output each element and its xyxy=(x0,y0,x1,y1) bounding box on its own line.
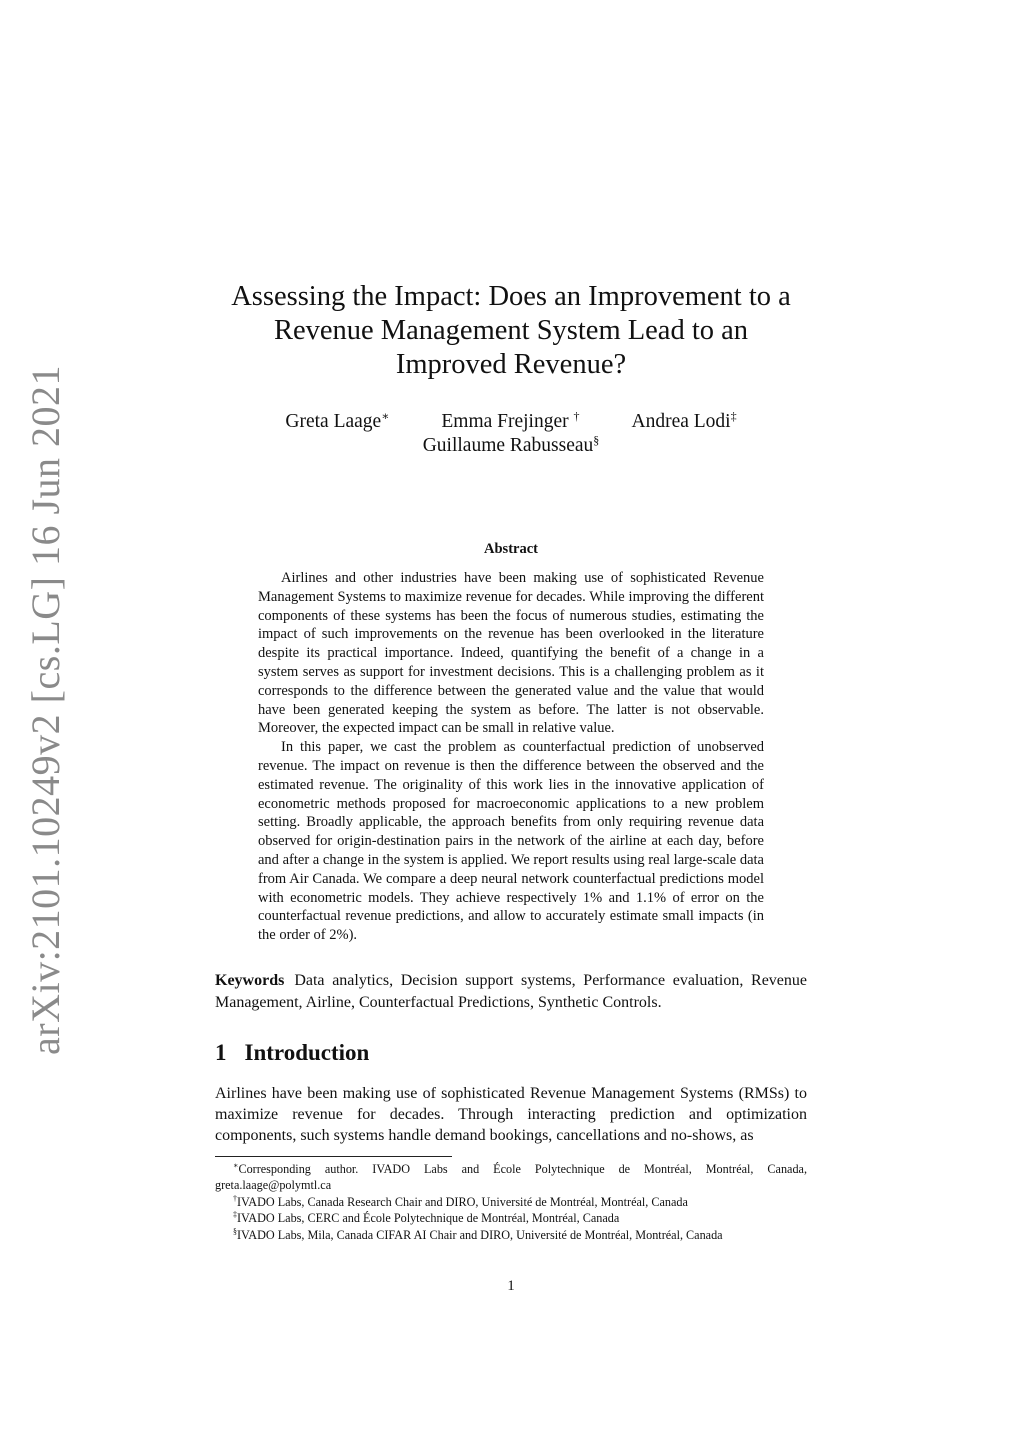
abstract-heading: Abstract xyxy=(484,541,538,557)
title-line-3: Improved Revenue? xyxy=(395,349,627,380)
keywords xyxy=(215,970,807,1014)
author-list xyxy=(215,410,807,458)
abstract-paragraph: In this paper, we cast the problem as counterfactual prediction of unobserved revenue. The impact on revenue is then the difference between the observed and the estimated revenue. The originality of this work lies in the innovative application of econometric methods proposed for macroeconomic applications to a new problem setting. Broadly applicable, the approach benefits from only requiring revenue data observed for origin-destination pairs in the network of the airline at each day, before and after a change in the system is applied. We report results using real large-scale data from Air Canada. We compare a deep neural network counterfactual predictions model with econometric models. They achieve respectively 1% and 1.1% of error on the counterfactual revenue predictions, and allow to accurately estimate small impacts (in the order of 2%). xyxy=(258,739,764,944)
author-guillaume-rabusseau: Guillaume Rabusseau§ xyxy=(422,433,600,456)
footnote: §IVADO Labs, Mila, Canada CIFAR AI Chair and DIRO, Université de Montréal, Montréal, Canada xyxy=(233,1226,723,1242)
author-mark: § xyxy=(593,433,600,447)
author-andrea-lodi: Andrea Lodi‡ xyxy=(631,409,737,432)
abstract-paragraph: Airlines and other industries have been making use of sophisticated Revenue Management Systems to maximize revenue for decades. While improving the different components of these systems has been the focus of numerous studies, estimating the impact of such improvements on the revenue has been overlooked in the literature despite its practical importance. Indeed, quantifying the benefit of a change in a system serves as support for investment decisions. This is a challenging problem as it corresponds to the difference between the generated value and the value that would have been generated keeping the system as before. The latter is not observable. Moreover, the expected impact can be small in relative value. xyxy=(258,570,764,737)
page-number: 1 xyxy=(507,1278,515,1294)
footnote: ∗Corresponding author. IVADO Labs and École Polytechnique de Montréal, Montréal, Canada, greta.laage@polymtl.ca xyxy=(215,1161,807,1193)
section-heading xyxy=(215,1040,369,1066)
section-title: Introduction xyxy=(244,1040,370,1065)
keywords-text: Data analytics, Decision support systems, Performance evaluation, Revenue Management, Airline, Counterfactual Predictions, Synthetic Controls. xyxy=(215,972,807,1011)
keywords-label: Keywords xyxy=(215,972,285,989)
author-greta-laage: Greta Laage∗ xyxy=(285,409,390,432)
author-mark: † xyxy=(573,409,580,423)
author-mark: ∗ xyxy=(381,409,390,423)
title-line-2: Revenue Management System Lead to an xyxy=(273,315,749,346)
arxiv-identifier-stamp: arXiv:2101.10249v2 [cs.LG] 16 Jun 2021 xyxy=(23,364,68,1055)
footnote: †IVADO Labs, Canada Research Chair and DIRO, Université de Montréal, Montréal, Canada xyxy=(233,1193,688,1209)
author-emma-frejinger: Emma Frejinger † xyxy=(441,409,580,432)
abstract-body xyxy=(258,569,764,945)
footnote: ‡IVADO Labs, CERC and École Polytechnique de Montréal, Montréal, Canada xyxy=(233,1210,620,1226)
section-number: 1 xyxy=(215,1040,227,1065)
footnotes xyxy=(215,1161,807,1243)
introduction-body xyxy=(215,1083,807,1146)
footnote-rule xyxy=(215,1156,452,1157)
title-line-1: Assessing the Impact: Does an Improvement to a xyxy=(231,281,791,312)
paper-title xyxy=(215,280,807,382)
introduction-paragraph: Airlines have been making use of sophisticated Revenue Management Systems (RMSs) to maximize revenue for decades. Through interacting prediction and optimization components, such systems handle demand bookings, cancellations and no-shows, as xyxy=(215,1085,807,1144)
author-mark: ‡ xyxy=(730,409,737,423)
